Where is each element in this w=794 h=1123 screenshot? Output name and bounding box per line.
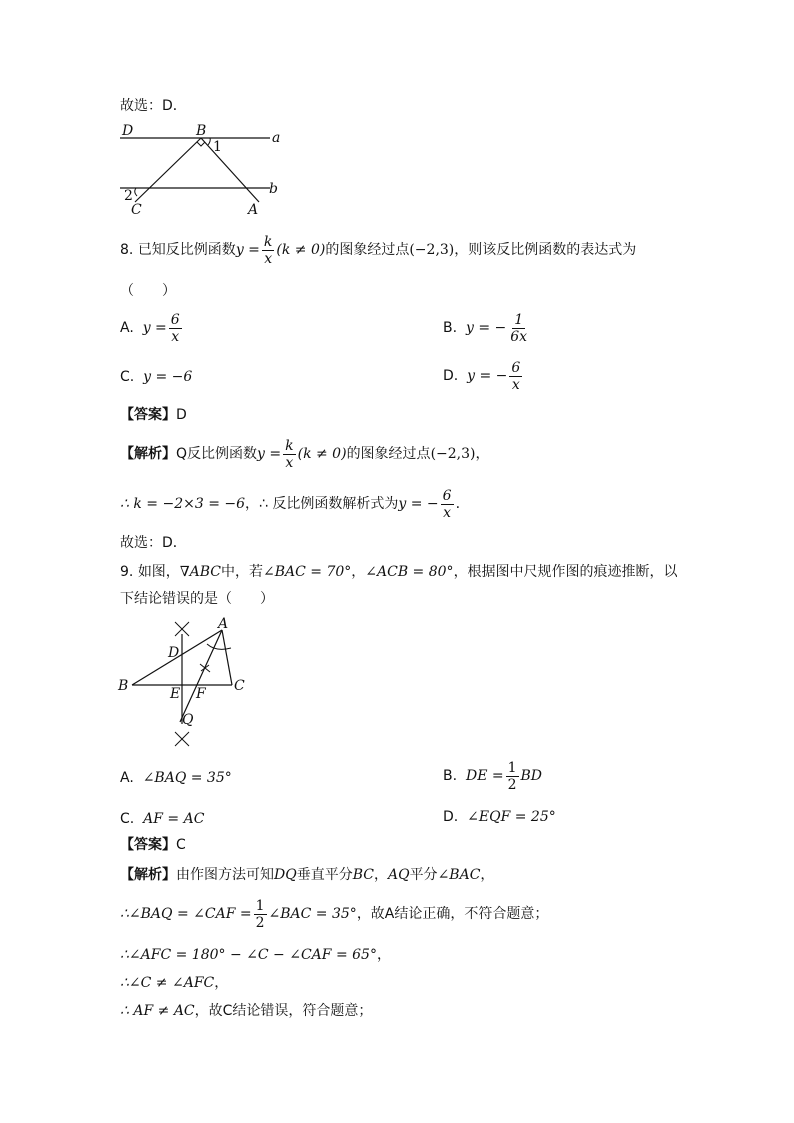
q8-analysis-line1: 【解析】Q反比例函数y = $\frac{k}{x}$ (k ≠ 0)的图象经过点(−2,3)，	[120, 437, 490, 471]
label-Q: Q	[182, 712, 194, 728]
answer-value: D	[176, 407, 187, 423]
label-B: B	[118, 678, 129, 694]
label-D: D	[168, 645, 180, 661]
label-D: D	[122, 123, 134, 139]
q9-answer	[120, 836, 186, 854]
q8-y-eq: y =	[235, 242, 260, 258]
answer-tag: 【答案】	[120, 407, 176, 423]
q9-analysis-line3: ∴∠AFC = 180° − ∠C − ∠CAF = 65°，	[120, 947, 391, 963]
figure-construction	[112, 614, 262, 750]
q8-stem	[120, 232, 636, 268]
q8-option-b: B. y = − $\frac{1}{6x}$	[443, 311, 528, 345]
q9-option-a: A. ∠BAQ = 35°	[120, 770, 232, 786]
q8-analysis-line2: ∴ k = −2×3 = −6，∴ 反比例函数解析式为y = − $\frac{6}{x}$ .	[120, 487, 461, 521]
q9-analysis-line5: ∴ AF ≠ AC，故C结论错误，符合题意；	[120, 1003, 373, 1019]
q8-stem-mid: 的图象经过点	[325, 242, 410, 258]
q9-stem-line1: 9. 如图，∇ABC中，若∠BAC = 70°，∠ACB = 80°，根据图中尺规作图的痕迹推断，以	[120, 564, 678, 580]
label-A: A	[218, 616, 229, 632]
label-B: B	[196, 123, 207, 139]
label-a: a	[272, 130, 281, 146]
q8-conclusion: 故选：D．	[120, 535, 187, 551]
q9-number: 9.	[120, 564, 134, 580]
label-b: b	[269, 181, 278, 197]
label-angle-1: 1	[213, 139, 222, 155]
q8-option-c: C. y = −6	[120, 369, 193, 385]
label-A: A	[248, 202, 259, 218]
q8-option-a: A. y = $\frac{6}{x}$	[120, 311, 180, 345]
q8-stem-post: ，则该反比例函数的表达式为	[454, 242, 637, 258]
answer-value: C	[176, 837, 186, 853]
q8-stem-pre: 已知反比例函数	[137, 242, 236, 258]
q9-option-d: D. ∠EQF = 25°	[443, 809, 556, 825]
q9-option-b: B. DE = $\frac{1}{2}$ BD	[443, 759, 543, 793]
q9-analysis-line2: ∴∠BAQ = ∠CAF = $\frac{1}{2}$ ∠BAC = 35°，故A结论正确，不符合题意；	[120, 897, 549, 931]
q9-analysis-line1: 【解析】由作图方法可知DQ垂直平分BC，AQ平分∠BAC，	[120, 867, 495, 883]
q7-conclusion: 故选：D．	[120, 98, 187, 114]
label-angle-2: 2	[124, 188, 133, 204]
q8-blank: （ ）	[120, 283, 176, 299]
q8-option-d: D. y = − $\frac{6}{x}$	[443, 359, 521, 393]
q9-analysis-line4: ∴∠C ≠ ∠AFC，	[120, 975, 229, 991]
label-E: E	[170, 686, 181, 702]
q9-stem-line2: 下结论错误的是（ ）	[120, 591, 274, 607]
q8-frac-k: $\frac{k}{x}$	[263, 233, 273, 267]
q8-answer	[120, 406, 187, 424]
q8-condition: (k ≠ 0)	[276, 242, 326, 258]
q8-point: (−2,3)	[409, 242, 455, 258]
q9-option-c: C. AF = AC	[120, 811, 205, 827]
figure-parallel-lines	[112, 118, 292, 220]
label-C: C	[131, 202, 142, 218]
answer-tag: 【答案】	[120, 837, 176, 853]
label-C: C	[234, 678, 245, 694]
q8-number: 8.	[120, 242, 134, 258]
label-F: F	[196, 686, 206, 702]
